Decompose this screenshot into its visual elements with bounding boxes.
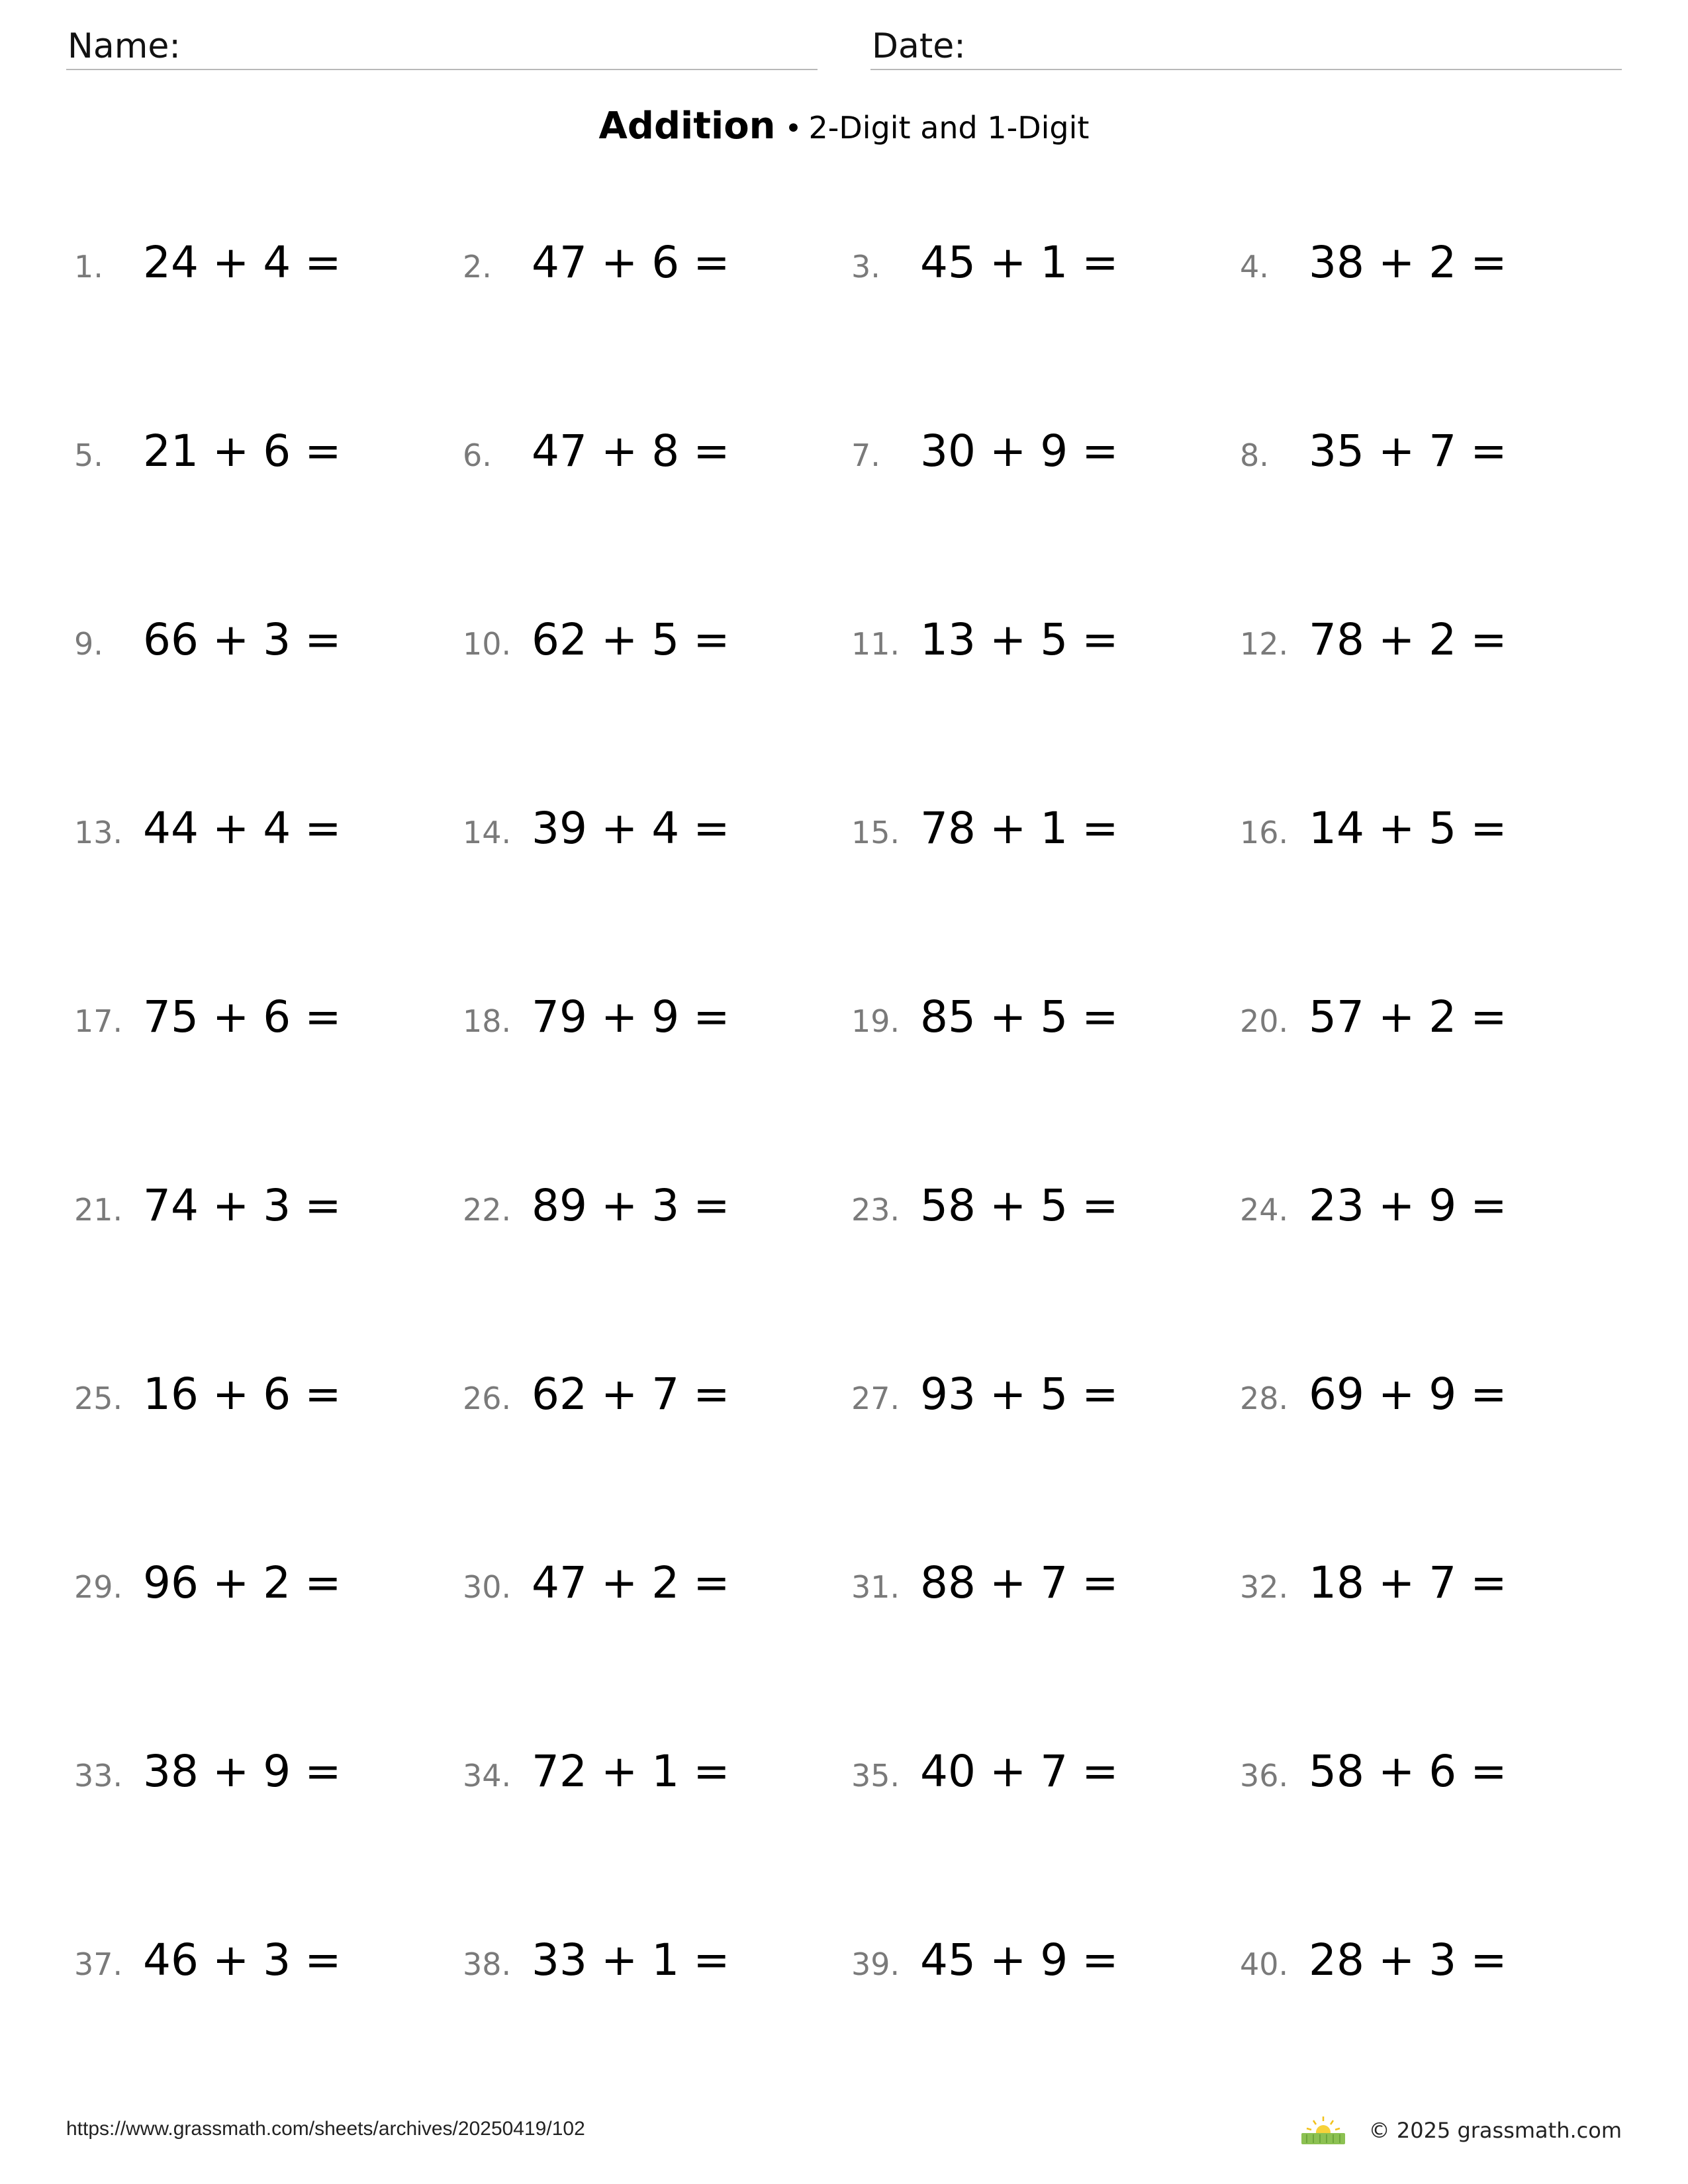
problem-item [74,426,463,614]
problem-number: 38. [463,1946,512,1982]
problem-number: 11. [851,626,900,662]
problem-number: 16. [1240,815,1289,850]
problem-item [851,426,1240,614]
problem-item [463,1746,851,1934]
problem-item [1240,237,1628,426]
problem-number: 10. [463,626,512,662]
problem-expression: 88 + 7 = [920,1557,1119,1608]
problem-expression: 18 + 7 = [1309,1557,1507,1608]
problem-expression: 35 + 7 = [1309,426,1507,477]
problem-number: 15. [851,815,900,850]
problem-item [851,991,1240,1180]
problem-expression: 47 + 2 = [532,1557,730,1608]
problem-number: 1. [74,249,103,285]
problem-item [463,614,851,803]
problem-number: 31. [851,1569,900,1605]
problem-expression: 38 + 9 = [143,1746,342,1797]
problem-number: 23. [851,1192,900,1228]
problem-number: 2. [463,249,492,285]
problem-number: 6. [463,437,492,473]
problem-item [74,1180,463,1369]
problem-expression: 46 + 3 = [143,1934,342,1985]
date-label: Date: [872,26,966,66]
problem-item [74,1557,463,1746]
problem-expression: 57 + 2 = [1309,991,1507,1042]
footer-brand [1300,2115,1622,2146]
problem-expression: 93 + 5 = [920,1369,1119,1420]
problem-item [1240,1557,1628,1746]
problem-item [851,1180,1240,1369]
problem-expression: 33 + 1 = [532,1934,730,1985]
problem-number: 29. [74,1569,123,1605]
problem-item [463,803,851,991]
problem-expression: 89 + 3 = [532,1180,730,1231]
problem-expression: 78 + 1 = [920,803,1119,854]
problem-expression: 23 + 9 = [1309,1180,1507,1231]
problem-item [1240,1369,1628,1557]
problem-expression: 21 + 6 = [143,426,342,477]
problem-expression: 30 + 9 = [920,426,1119,477]
problem-item [1240,614,1628,803]
problem-number: 20. [1240,1003,1289,1039]
problem-item [1240,991,1628,1180]
problem-number: 12. [1240,626,1289,662]
problem-item [463,426,851,614]
problem-expression: 47 + 6 = [532,237,730,288]
problem-number: 35. [851,1758,900,1794]
problem-item [463,1180,851,1369]
problem-expression: 44 + 4 = [143,803,342,854]
problem-item [851,1369,1240,1557]
problem-item [1240,1180,1628,1369]
name-field[interactable] [66,20,818,70]
problem-number: 9. [74,626,103,662]
problem-expression: 96 + 2 = [143,1557,342,1608]
problem-expression: 28 + 3 = [1309,1934,1507,1985]
problem-item [463,1934,851,2123]
title-subtitle: 2-Digit and 1-Digit [808,110,1090,146]
problem-expression: 78 + 2 = [1309,614,1507,665]
problem-number: 17. [74,1003,123,1039]
problem-item [1240,1934,1628,2123]
problem-expression: 69 + 9 = [1309,1369,1507,1420]
problem-expression: 74 + 3 = [143,1180,342,1231]
problem-item [1240,426,1628,614]
problem-item [74,614,463,803]
problem-number: 3. [851,249,880,285]
problem-item [1240,803,1628,991]
problem-expression: 39 + 4 = [532,803,730,854]
problem-expression: 47 + 8 = [532,426,730,477]
problem-number: 27. [851,1381,900,1416]
problem-expression: 14 + 5 = [1309,803,1507,854]
problem-item [463,237,851,426]
problem-number: 7. [851,437,880,473]
problem-number: 30. [463,1569,512,1605]
problem-item [851,803,1240,991]
problem-item [74,803,463,991]
problem-number: 22. [463,1192,512,1228]
problem-expression: 58 + 6 = [1309,1746,1507,1797]
problem-item [74,237,463,426]
problem-expression: 62 + 7 = [532,1369,730,1420]
problem-number: 21. [74,1192,123,1228]
problem-number: 25. [74,1381,123,1416]
footer-url: https://www.grassmath.com/sheets/archives/20250419/102 [66,2118,585,2140]
problem-expression: 45 + 9 = [920,1934,1119,1985]
problem-expression: 72 + 1 = [532,1746,730,1797]
problem-number: 4. [1240,249,1269,285]
problem-expression: 66 + 3 = [143,614,342,665]
problem-expression: 45 + 1 = [920,237,1119,288]
problem-item [851,614,1240,803]
footer-copyright: © 2025 grassmath.com [1368,2118,1622,2143]
problem-number: 24. [1240,1192,1289,1228]
problem-expression: 79 + 9 = [532,991,730,1042]
problem-expression: 58 + 5 = [920,1180,1119,1231]
name-label: Name: [68,26,181,66]
problem-expression: 24 + 4 = [143,237,342,288]
problem-number: 5. [74,437,103,473]
title-main: Addition [598,105,776,148]
problem-item [74,1746,463,1934]
problem-number: 32. [1240,1569,1289,1605]
problem-grid [74,237,1617,2133]
problem-number: 13. [74,815,123,850]
problem-expression: 40 + 7 = [920,1746,1119,1797]
problem-expression: 75 + 6 = [143,991,342,1042]
date-field[interactable] [870,20,1622,70]
problem-item [851,1934,1240,2123]
problem-item [851,1557,1240,1746]
problem-number: 18. [463,1003,512,1039]
problem-item [74,991,463,1180]
problem-number: 14. [463,815,512,850]
problem-number: 37. [74,1946,123,1982]
problem-number: 34. [463,1758,512,1794]
title-separator: • [784,112,802,146]
problem-number: 39. [851,1946,900,1982]
problem-number: 36. [1240,1758,1289,1794]
problem-expression: 38 + 2 = [1309,237,1507,288]
problem-expression: 62 + 5 = [532,614,730,665]
problem-number: 26. [463,1381,512,1416]
worksheet-title [0,105,1688,148]
problem-expression: 85 + 5 = [920,991,1119,1042]
problem-item [463,1557,851,1746]
problem-number: 40. [1240,1946,1289,1982]
problem-item [74,1369,463,1557]
problem-expression: 16 + 6 = [143,1369,342,1420]
problem-item [1240,1746,1628,1934]
problem-item [851,1746,1240,1934]
problem-number: 19. [851,1003,900,1039]
problem-number: 33. [74,1758,123,1794]
problem-item [74,1934,463,2123]
problem-number: 28. [1240,1381,1289,1416]
problem-item [463,991,851,1180]
problem-expression: 13 + 5 = [920,614,1119,665]
problem-item [851,237,1240,426]
sun-over-grass-icon [1300,2115,1346,2146]
problem-number: 8. [1240,437,1269,473]
problem-item [463,1369,851,1557]
